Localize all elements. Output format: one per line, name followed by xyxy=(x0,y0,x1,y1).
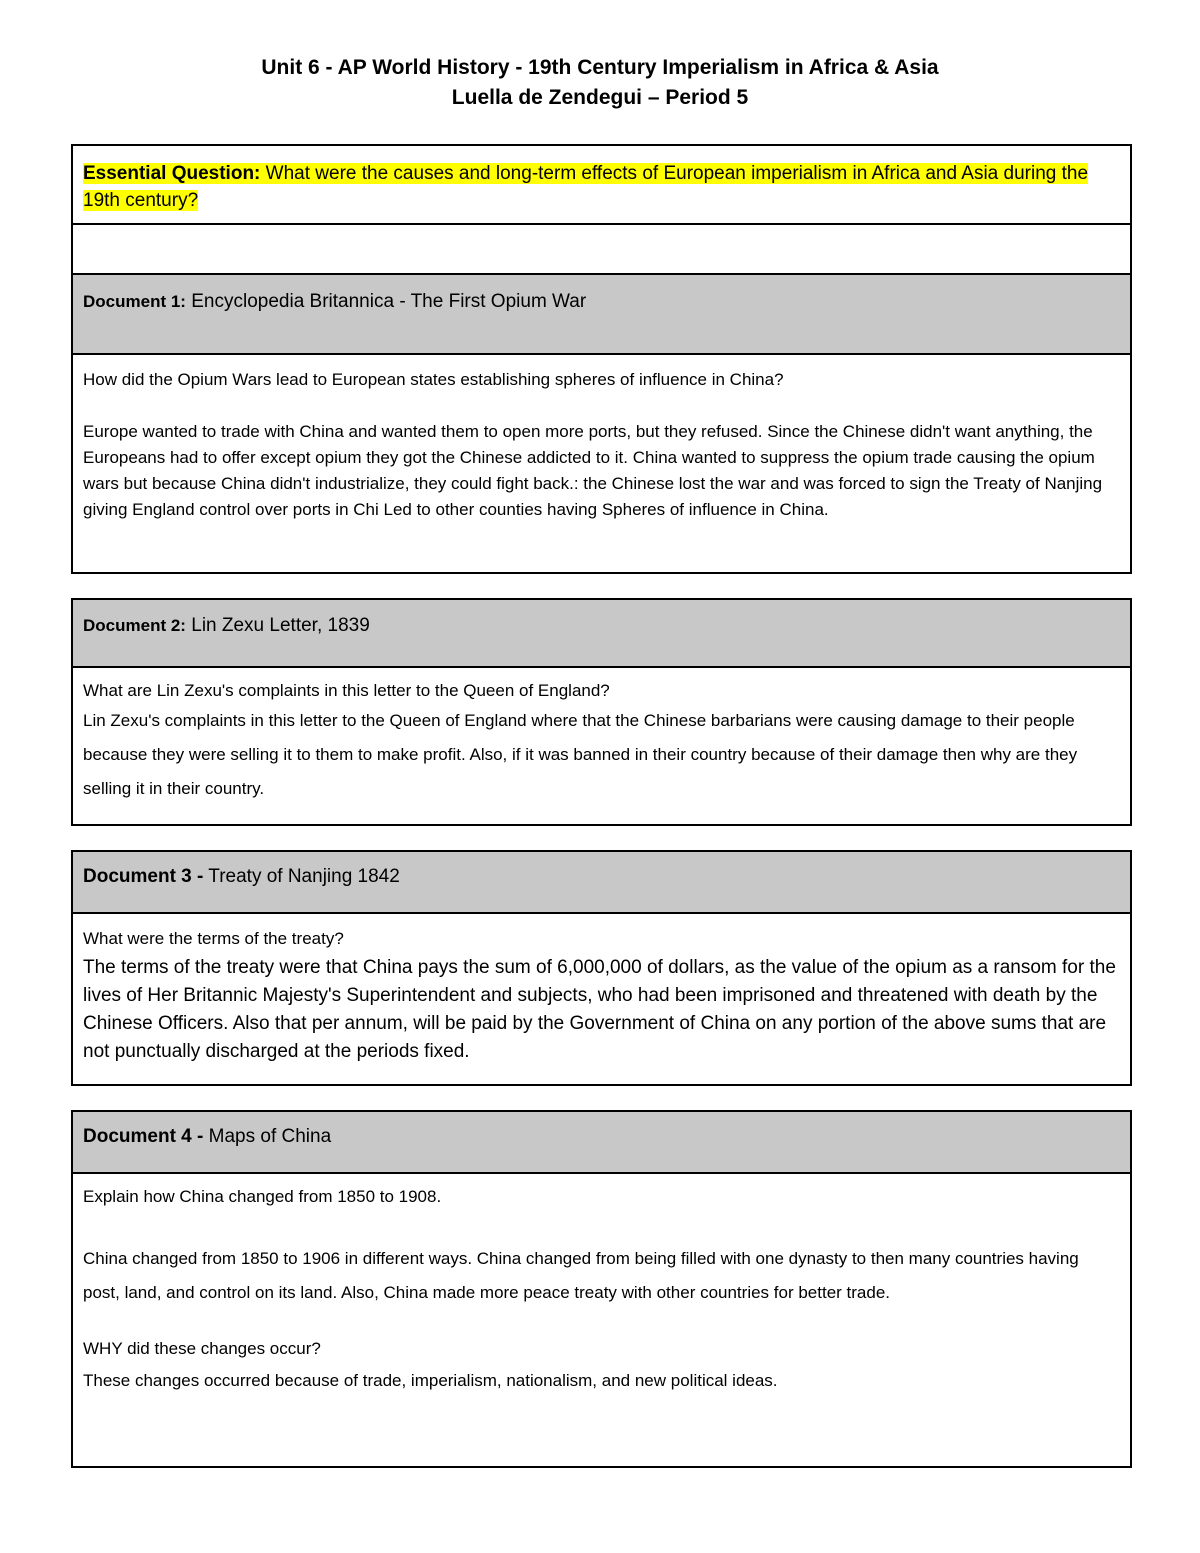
page-title: Unit 6 - AP World History - 19th Century Imperialism in Africa & Asia xyxy=(261,56,939,79)
page-subtitle: Luella de Zendegui – Period 5 xyxy=(451,86,749,109)
document-1-question: How did the Opium Wars lead to European states establishing spheres of influence in China? xyxy=(83,370,784,389)
document-2-table xyxy=(71,598,1132,826)
document-4-answer-2: These changes occurred because of trade, imperialism, nationalism, and new political ideas. xyxy=(83,1371,778,1390)
document-3-label: Document 3 - xyxy=(83,866,204,887)
document-4-body xyxy=(73,1174,1130,1466)
document-2-title: Lin Zexu Letter, 1839 xyxy=(191,615,370,636)
document-2-body xyxy=(73,668,1130,824)
document-4-answer: China changed from 1850 to 1906 in different ways. China changed from being filled with one dynasty to then many countries having post, land, and control on its land. Also, China made more peace treaty with other countries for better trade. xyxy=(83,1249,1079,1302)
document-4-label: Document 4 - xyxy=(83,1126,204,1147)
document-3-table xyxy=(71,850,1132,1086)
document-4-question-2: WHY did these changes occur? xyxy=(83,1339,321,1358)
document-3-answer: The terms of the treaty were that China pays the sum of 6,000,000 of dollars, as the value of the opium as a ransom for the lives of Her Britannic Majesty's Superintendent and subjects, who had been imprisoned and threatened with death by the Chinese Officers. Also that per annum, will be paid by the Government of China on any portion of the above sums that are not punctually discharged at the periods fixed. xyxy=(83,957,1116,1062)
document-4-question: Explain how China changed from 1850 to 1908. xyxy=(83,1187,442,1206)
document-4-header xyxy=(73,1112,1130,1174)
document-1-header xyxy=(73,275,1130,355)
document-3-title: Treaty of Nanjing 1842 xyxy=(208,866,400,887)
essential-question-label: Essential Question: xyxy=(83,163,261,184)
document-1-answer: Europe wanted to trade with China and wanted them to open more ports, but they refused. Since the Chinese didn't want anything, the Europeans had to offer except opium they got the Chinese addicted to it. China wanted to suppress the opium trade causing the opium wars but because China didn't industrialize, they could fight back.: the Chinese lost the war and was forced to sign the Treaty of Nanjing giving England control over ports in Chi Led to other counties having Spheres of influence in China. xyxy=(83,422,1103,519)
document-1-label: Document 1: xyxy=(83,292,186,311)
document-2-label: Document 2: xyxy=(83,616,186,635)
document-4-table xyxy=(71,1110,1132,1468)
document-1-body xyxy=(73,355,1130,572)
essential-question-cell xyxy=(73,146,1130,225)
essential-question xyxy=(83,163,1088,211)
document-3-body xyxy=(73,914,1130,1084)
document-1-title: Encyclopedia Britannica - The First Opium War xyxy=(191,291,587,312)
essential-question-table xyxy=(71,144,1132,574)
document-4-title: Maps of China xyxy=(208,1126,332,1147)
document-2-header xyxy=(73,600,1130,668)
document-3-question: What were the terms of the treaty? xyxy=(83,929,344,948)
document-3-header xyxy=(73,852,1130,914)
blank-row xyxy=(73,225,1130,275)
document-2-answer: Lin Zexu's complaints in this letter to the Queen of England where that the Chinese barbarians were causing damage to their people because they were selling it to them to make profit. Also, if it was banned in their country because of their damage then why are they selling it in their country. xyxy=(83,711,1078,798)
essential-question-text: What were the causes and long-term effects of European imperialism in Africa and Asia during the 19th century? xyxy=(83,163,1089,211)
document-2-question: What are Lin Zexu's complaints in this letter to the Queen of England? xyxy=(83,681,610,700)
